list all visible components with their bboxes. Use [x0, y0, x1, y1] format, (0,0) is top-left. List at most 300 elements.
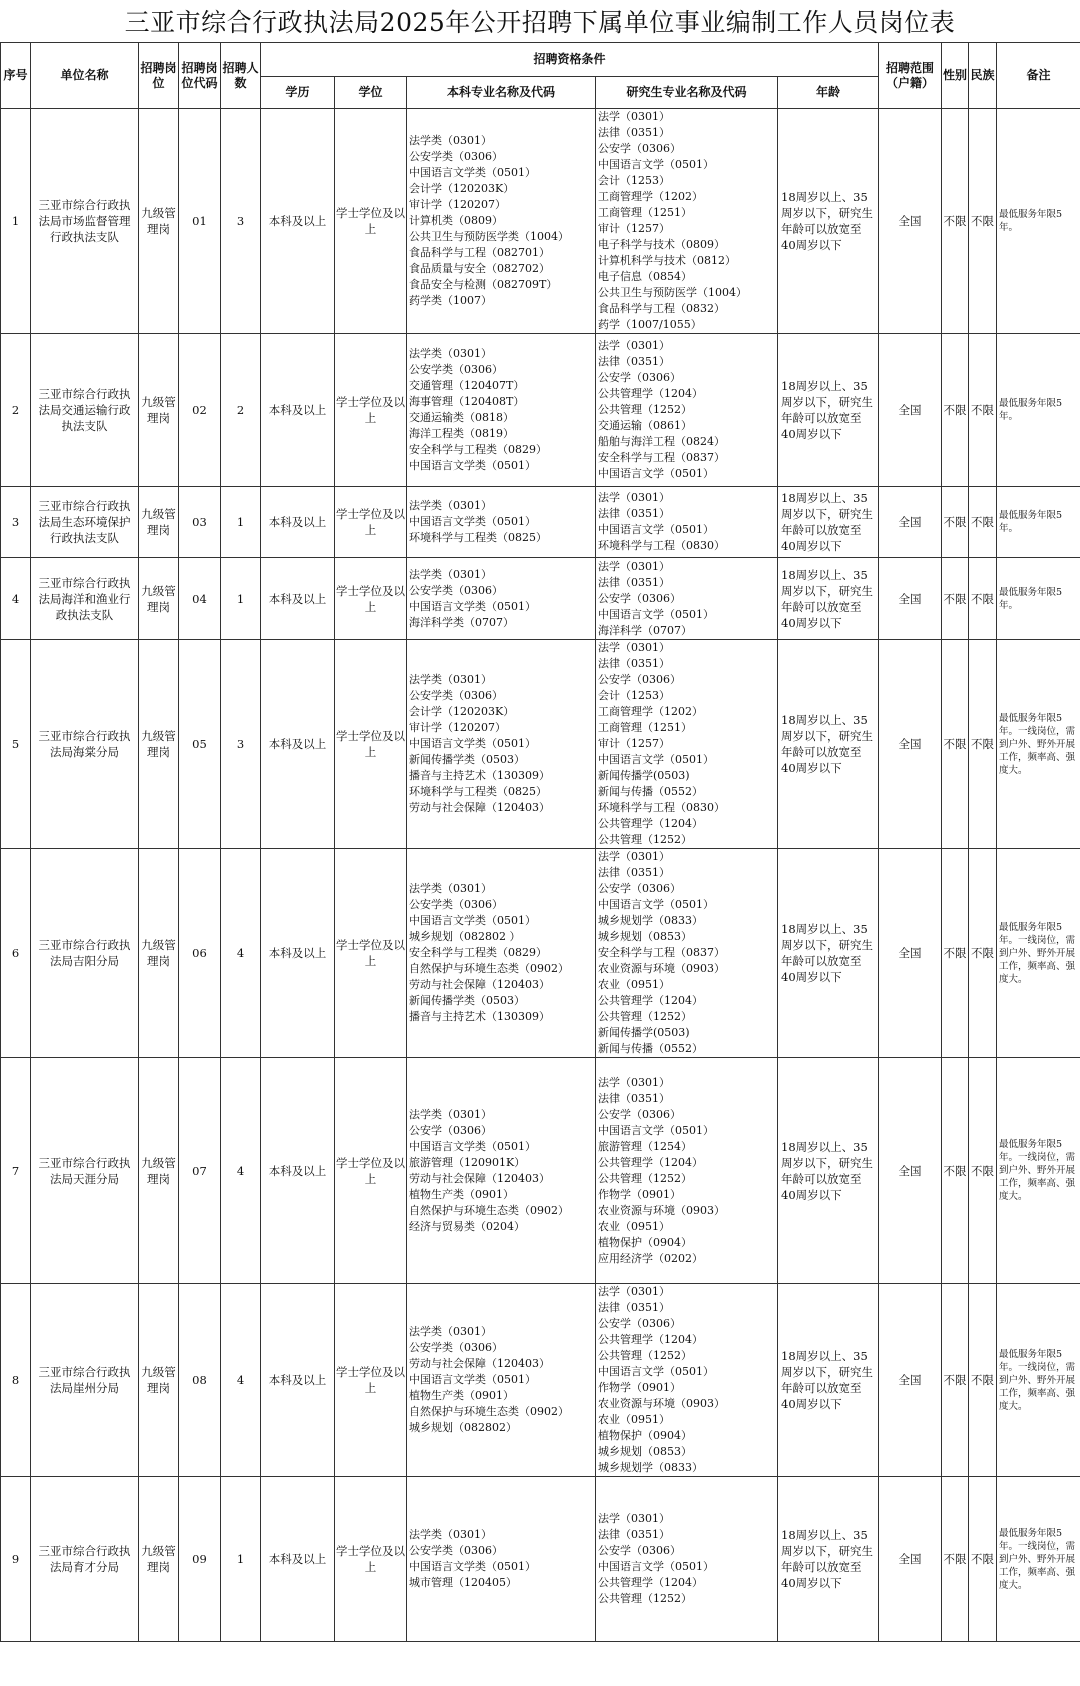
major-item: 新闻传播学(0503) — [598, 769, 690, 782]
education-cell: 本科及以上 — [261, 487, 335, 558]
major-item: 公共管理学（1204） — [598, 387, 703, 400]
scope-cell: 全国 — [879, 109, 942, 334]
major-item: 法学（0301） — [598, 339, 670, 352]
unit-name-cell: 三亚市综合行政执法局海洋和渔业行政执法支队 — [31, 558, 139, 640]
seq-cell: 9 — [1, 1477, 31, 1642]
major-item: 法学类（0301） — [409, 1325, 492, 1338]
age-cell: 18周岁以上、35周岁以下，研究生年龄可以放宽至40周岁以下 — [778, 1058, 879, 1284]
gender-cell: 不限 — [942, 640, 969, 849]
major-item: 经济与贸易类（0204） — [409, 1219, 525, 1233]
major-item: 会计（1253） — [598, 174, 670, 187]
remark-cell: 最低服务年限5年。一线岗位，需到户外、野外开展工作，频率高、强度大。 — [997, 640, 1080, 849]
major-item: 中国语言文学类（0501） — [409, 166, 536, 179]
table-row — [1, 1477, 1080, 1642]
degree-cell: 学士学位及以上 — [335, 487, 407, 558]
major-item: 交通运输（0861） — [598, 419, 692, 432]
major-item: 审计（1257） — [598, 737, 670, 750]
major-item: 公安学类（0306） — [409, 1544, 503, 1557]
major-item: 公安学类（0306） — [409, 150, 503, 163]
education-cell: 本科及以上 — [261, 640, 335, 849]
table-row — [1, 1284, 1080, 1477]
undergrad-majors-cell — [407, 1477, 596, 1642]
major-item: 交通运输类（0818） — [409, 411, 514, 424]
hire-count-cell: 1 — [221, 1477, 261, 1642]
post-cell: 九级管理岗 — [139, 109, 179, 334]
major-item: 法学类（0301） — [409, 499, 492, 512]
hire-count-cell: 3 — [221, 109, 261, 334]
major-item: 作物学（0901） — [598, 1187, 681, 1201]
major-item: 法律（0351） — [598, 507, 670, 520]
major-item: 公共管理（1252） — [598, 1349, 692, 1362]
unit-name-cell: 三亚市综合行政执法局崖州分局 — [31, 1284, 139, 1477]
major-item: 法学类（0301） — [409, 347, 492, 360]
post-code-cell: 03 — [179, 487, 221, 558]
major-item: 公安学（0306） — [598, 882, 681, 895]
major-item: 公安学（0306） — [598, 673, 681, 686]
remark-cell: 最低服务年限5年。 — [997, 109, 1080, 334]
major-item: 法律（0351） — [598, 355, 670, 368]
major-item: 安全科学与工程类（0829） — [409, 443, 547, 456]
major-item: 公共管理（1252） — [598, 403, 692, 416]
header-scope: 招聘范围（户籍） — [879, 43, 942, 109]
major-item: 劳动与社会保障（120403） — [409, 1357, 550, 1370]
header-post: 招聘岗位 — [139, 43, 179, 109]
post-code-cell: 09 — [179, 1477, 221, 1642]
degree-cell: 学士学位及以上 — [335, 1058, 407, 1284]
table-row — [1, 1058, 1080, 1284]
scope-cell: 全国 — [879, 1284, 942, 1477]
major-item: 法律（0351） — [598, 575, 670, 589]
major-item: 环境科学与工程类（0825） — [409, 531, 547, 544]
major-item: 农业资源与环境（0903） — [598, 962, 725, 975]
remark-cell: 最低服务年限5年。 — [997, 558, 1080, 640]
seq-cell: 1 — [1, 109, 31, 334]
ethnic-cell: 不限 — [969, 558, 997, 640]
header-gender: 性别 — [942, 43, 969, 109]
gender-cell: 不限 — [942, 1477, 969, 1642]
header-num: 招聘人数 — [221, 43, 261, 109]
header-unit: 单位名称 — [31, 43, 139, 109]
major-item: 公共管理（1252） — [598, 1592, 692, 1605]
major-item: 法律（0351） — [598, 1091, 670, 1105]
major-item: 中国语言文学（0501） — [598, 1560, 714, 1573]
seq-cell: 5 — [1, 640, 31, 849]
education-cell: 本科及以上 — [261, 1477, 335, 1642]
remark-cell: 最低服务年限5年。一线岗位，需到户外、野外开展工作，频率高、强度大。 — [997, 1284, 1080, 1477]
postgrad-majors-cell — [596, 334, 778, 487]
major-item: 中国语言文学（0501） — [598, 523, 714, 536]
degree-cell: 学士学位及以上 — [335, 1477, 407, 1642]
major-item: 安全科学与工程（0837） — [598, 451, 725, 464]
major-item: 法学类（0301） — [409, 673, 492, 686]
major-item: 城乡规划学（0833） — [598, 914, 703, 927]
major-item: 中国语言文学类（0501） — [409, 737, 536, 750]
seq-cell: 7 — [1, 1058, 31, 1284]
header-remark: 备注 — [997, 43, 1080, 109]
major-item: 中国语言文学类（0501） — [409, 515, 536, 528]
ethnic-cell: 不限 — [969, 109, 997, 334]
post-code-cell: 01 — [179, 109, 221, 334]
major-item: 公共管理学（1204） — [598, 1333, 703, 1346]
major-item: 中国语言文学类（0501） — [409, 914, 536, 927]
major-item: 公安学（0306） — [598, 1107, 681, 1121]
hire-count-cell: 2 — [221, 334, 261, 487]
major-item: 公共管理学（1204） — [598, 817, 703, 830]
hire-count-cell: 4 — [221, 849, 261, 1058]
unit-name-cell: 三亚市综合行政执法局海棠分局 — [31, 640, 139, 849]
post-cell: 九级管理岗 — [139, 1058, 179, 1284]
post-code-cell: 05 — [179, 640, 221, 849]
scope-cell: 全国 — [879, 334, 942, 487]
major-item: 法学（0301） — [598, 1075, 670, 1089]
major-item: 植物生产类（0901） — [409, 1389, 514, 1402]
seq-cell: 6 — [1, 849, 31, 1058]
undergrad-majors-cell — [407, 109, 596, 334]
major-item: 城乡规划（0853） — [598, 1445, 692, 1458]
major-item: 环境科学与工程（0830） — [598, 801, 725, 814]
major-item: 食品安全与检测（082709T） — [409, 278, 558, 291]
major-item: 中国语言文学类（0501） — [409, 1560, 536, 1573]
undergrad-majors-cell — [407, 849, 596, 1058]
major-item: 劳动与社会保障（120403） — [409, 1171, 550, 1185]
major-item: 公共管理学（1204） — [598, 1576, 703, 1589]
degree-cell: 学士学位及以上 — [335, 640, 407, 849]
degree-cell: 学士学位及以上 — [335, 849, 407, 1058]
major-item: 电子信息（0854） — [598, 270, 692, 283]
post-cell: 九级管理岗 — [139, 849, 179, 1058]
major-item: 食品质量与安全（082702） — [409, 262, 550, 275]
postgrad-majors-cell — [596, 558, 778, 640]
gender-cell: 不限 — [942, 1058, 969, 1284]
post-cell: 九级管理岗 — [139, 558, 179, 640]
postgrad-majors-cell — [596, 487, 778, 558]
scope-cell: 全国 — [879, 1058, 942, 1284]
major-item: 新闻传播学类（0503） — [409, 994, 525, 1007]
unit-name-cell: 三亚市综合行政执法局天涯分局 — [31, 1058, 139, 1284]
major-item: 法学（0301） — [598, 559, 670, 573]
major-item: 劳动与社会保障（120403） — [409, 801, 550, 814]
major-item: 公安学（0306） — [598, 1544, 681, 1557]
major-item: 中国语言文学（0501） — [598, 1365, 714, 1378]
header-conditions: 招聘资格条件 — [261, 43, 879, 77]
gender-cell: 不限 — [942, 849, 969, 1058]
age-cell: 18周岁以上、35周岁以下，研究生年龄可以放宽至40周岁以下 — [778, 109, 879, 334]
degree-cell: 学士学位及以上 — [335, 334, 407, 487]
header-degree: 学位 — [335, 77, 407, 109]
degree-cell: 学士学位及以上 — [335, 558, 407, 640]
hire-count-cell: 4 — [221, 1284, 261, 1477]
education-cell: 本科及以上 — [261, 109, 335, 334]
major-item: 自然保护与环境生态类（0902） — [409, 1405, 569, 1418]
ethnic-cell: 不限 — [969, 1284, 997, 1477]
major-item: 安全科学与工程（0837） — [598, 946, 725, 959]
hire-count-cell: 3 — [221, 640, 261, 849]
header-postgrad: 研究生专业名称及代码 — [596, 77, 778, 109]
major-item: 法学（0301） — [598, 110, 670, 123]
post-cell: 九级管理岗 — [139, 334, 179, 487]
major-item: 法学类（0301） — [409, 134, 492, 147]
major-item: 法律（0351） — [598, 1301, 670, 1314]
major-item: 城市管理（120405） — [409, 1576, 517, 1589]
major-item: 法律（0351） — [598, 1528, 670, 1541]
postgrad-majors-cell — [596, 1058, 778, 1284]
header-ethnic: 民族 — [969, 43, 997, 109]
unit-name-cell: 三亚市综合行政执法局交通运输行政执法支队 — [31, 334, 139, 487]
major-item: 会计（1253） — [598, 689, 670, 702]
seq-cell: 3 — [1, 487, 31, 558]
postgrad-majors-cell — [596, 849, 778, 1058]
major-item: 法学（0301） — [598, 641, 670, 654]
major-item: 中国语言文学（0501） — [598, 898, 714, 911]
major-item: 公共管理（1252） — [598, 1171, 692, 1185]
remark-cell: 最低服务年限5年。 — [997, 334, 1080, 487]
major-item: 海洋科学类（0707） — [409, 615, 514, 629]
major-item: 公共卫生与预防医学（1004） — [598, 286, 747, 299]
major-item: 食品科学与工程（0832） — [598, 302, 725, 315]
scope-cell: 全国 — [879, 849, 942, 1058]
post-cell: 九级管理岗 — [139, 640, 179, 849]
major-item: 公共管理学（1204） — [598, 1155, 703, 1169]
major-item: 作物学（0901） — [598, 1381, 681, 1394]
major-item: 审计学（120207） — [409, 721, 506, 734]
unit-name-cell: 三亚市综合行政执法局育才分局 — [31, 1477, 139, 1642]
education-cell: 本科及以上 — [261, 849, 335, 1058]
major-item: 农业（0951） — [598, 1413, 670, 1426]
major-item: 公共管理学（1204） — [598, 994, 703, 1007]
post-code-cell: 08 — [179, 1284, 221, 1477]
post-code-cell: 06 — [179, 849, 221, 1058]
age-cell: 18周岁以上、35周岁以下，研究生年龄可以放宽至40周岁以下 — [778, 1284, 879, 1477]
major-item: 公安学（0306） — [598, 371, 681, 384]
seq-cell: 4 — [1, 558, 31, 640]
ethnic-cell: 不限 — [969, 849, 997, 1058]
postgrad-majors-cell — [596, 1284, 778, 1477]
major-item: 会计学（120203K） — [409, 705, 515, 718]
major-item: 中国语言文学（0501） — [598, 753, 714, 766]
major-item: 海事管理（120408T） — [409, 395, 525, 408]
gender-cell: 不限 — [942, 558, 969, 640]
major-item: 中国语言文学类（0501） — [409, 1373, 536, 1386]
major-item: 计算机科学与技术（0812） — [598, 254, 736, 267]
major-item: 法学类（0301） — [409, 567, 492, 581]
major-item: 公共管理（1252） — [598, 833, 692, 846]
job-positions-table — [0, 42, 1080, 1642]
undergrad-majors-cell — [407, 334, 596, 487]
major-item: 环境科学与工程（0830） — [598, 539, 725, 552]
major-item: 海洋工程类（0819） — [409, 427, 514, 440]
major-item: 公安学（0306） — [598, 591, 681, 605]
hire-count-cell: 4 — [221, 1058, 261, 1284]
major-item: 法律（0351） — [598, 866, 670, 879]
table-row — [1, 849, 1080, 1058]
scope-cell: 全国 — [879, 487, 942, 558]
major-item: 公安学类（0306） — [409, 583, 503, 597]
major-item: 安全科学与工程类（0829） — [409, 946, 547, 959]
postgrad-majors-cell — [596, 109, 778, 334]
major-item: 新闻传播学类（0503） — [409, 753, 525, 766]
major-item: 公安学类（0306） — [409, 363, 503, 376]
remark-cell: 最低服务年限5年。一线岗位，需到户外、野外开展工作，频率高、强度大。 — [997, 849, 1080, 1058]
age-cell: 18周岁以上、35周岁以下，研究生年龄可以放宽至40周岁以下 — [778, 1477, 879, 1642]
gender-cell: 不限 — [942, 109, 969, 334]
table-row — [1, 640, 1080, 849]
seq-cell: 8 — [1, 1284, 31, 1477]
education-cell: 本科及以上 — [261, 334, 335, 487]
header-code: 招聘岗位代码 — [179, 43, 221, 109]
gender-cell: 不限 — [942, 487, 969, 558]
education-cell: 本科及以上 — [261, 1058, 335, 1284]
major-item: 公共管理（1252） — [598, 1010, 692, 1023]
major-item: 工商管理（1251） — [598, 206, 692, 219]
major-item: 公共卫生与预防医学类（1004） — [409, 230, 569, 243]
major-item: 食品科学与工程（082701） — [409, 246, 550, 259]
gender-cell: 不限 — [942, 334, 969, 487]
post-code-cell: 04 — [179, 558, 221, 640]
post-code-cell: 07 — [179, 1058, 221, 1284]
major-item: 中国语言文学类（0501） — [409, 459, 536, 472]
major-item: 会计学（120203K） — [409, 182, 515, 195]
major-item: 法学类（0301） — [409, 1528, 492, 1541]
age-cell: 18周岁以上、35周岁以下，研究生年龄可以放宽至40周岁以下 — [778, 640, 879, 849]
major-item: 中国语言文学（0501） — [598, 158, 714, 171]
major-item: 城乡规划（0853） — [598, 930, 692, 943]
major-item: 自然保护与环境生态类（0902） — [409, 1203, 569, 1217]
major-item: 农业资源与环境（0903） — [598, 1203, 725, 1217]
header-age: 年龄 — [778, 77, 879, 109]
education-cell: 本科及以上 — [261, 558, 335, 640]
post-cell: 九级管理岗 — [139, 487, 179, 558]
major-item: 公安学（0306） — [409, 1123, 492, 1137]
major-item: 法学（0301） — [598, 1285, 670, 1298]
degree-cell: 学士学位及以上 — [335, 109, 407, 334]
age-cell: 18周岁以上、35周岁以下，研究生年龄可以放宽至40周岁以下 — [778, 334, 879, 487]
major-item: 植物保护（0904） — [598, 1429, 692, 1442]
post-cell: 九级管理岗 — [139, 1284, 179, 1477]
table-row — [1, 487, 1080, 558]
major-item: 法律（0351） — [598, 126, 670, 139]
major-item: 植物生产类（0901） — [409, 1187, 514, 1201]
age-cell: 18周岁以上、35周岁以下，研究生年龄可以放宽至40周岁以下 — [778, 487, 879, 558]
header-seq: 序号 — [1, 43, 31, 109]
degree-cell: 学士学位及以上 — [335, 1284, 407, 1477]
major-item: 农业（0951） — [598, 978, 670, 991]
hire-count-cell: 1 — [221, 487, 261, 558]
major-item: 城乡规划（082802） — [409, 1421, 517, 1434]
undergrad-majors-cell — [407, 1058, 596, 1284]
undergrad-majors-cell — [407, 487, 596, 558]
major-item: 法律（0351） — [598, 657, 670, 670]
seq-cell: 2 — [1, 334, 31, 487]
major-item: 海洋科学（0707） — [598, 623, 692, 637]
major-item: 工商管理（1251） — [598, 721, 692, 734]
major-item: 新闻传播学(0503) — [598, 1026, 690, 1039]
major-item: 劳动与社会保障（120403） — [409, 978, 550, 991]
age-cell: 18周岁以上、35周岁以下，研究生年龄可以放宽至40周岁以下 — [778, 849, 879, 1058]
ethnic-cell: 不限 — [969, 334, 997, 487]
major-item: 电子科学与技术（0809） — [598, 238, 725, 251]
major-item: 播音与主持艺术（130309） — [409, 1010, 550, 1023]
undergrad-majors-cell — [407, 1284, 596, 1477]
major-item: 药学类（1007） — [409, 294, 492, 307]
ethnic-cell: 不限 — [969, 1477, 997, 1642]
header-edu: 学历 — [261, 77, 335, 109]
major-item: 环境科学与工程类（0825） — [409, 785, 547, 798]
major-item: 公安学类（0306） — [409, 1341, 503, 1354]
undergrad-majors-cell — [407, 640, 596, 849]
major-item: 旅游管理（120901K） — [409, 1155, 526, 1169]
major-item: 中国语言文学类（0501） — [409, 1139, 536, 1153]
major-item: 法学（0301） — [598, 1512, 670, 1525]
major-item: 新闻与传播（0552） — [598, 785, 703, 798]
major-item: 审计（1257） — [598, 222, 670, 235]
major-item: 法学类（0301） — [409, 882, 492, 895]
unit-name-cell: 三亚市综合行政执法局市场监督管理行政执法支队 — [31, 109, 139, 334]
post-code-cell: 02 — [179, 334, 221, 487]
major-item: 公安学类（0306） — [409, 898, 503, 911]
ethnic-cell: 不限 — [969, 1058, 997, 1284]
unit-name-cell: 三亚市综合行政执法局吉阳分局 — [31, 849, 139, 1058]
remark-cell: 最低服务年限5年。 — [997, 487, 1080, 558]
major-item: 计算机类（0809） — [409, 214, 503, 227]
table-row — [1, 334, 1080, 487]
age-cell: 18周岁以上、35周岁以下，研究生年龄可以放宽至40周岁以下 — [778, 558, 879, 640]
major-item: 中国语言文学（0501） — [598, 467, 714, 480]
major-item: 农业（0951） — [598, 1219, 670, 1233]
major-item: 中国语言文学类（0501） — [409, 599, 536, 613]
postgrad-majors-cell — [596, 640, 778, 849]
gender-cell: 不限 — [942, 1284, 969, 1477]
ethnic-cell: 不限 — [969, 487, 997, 558]
major-item: 城乡规划学（0833） — [598, 1461, 703, 1474]
header-undergrad: 本科专业名称及代码 — [407, 77, 596, 109]
unit-name-cell: 三亚市综合行政执法局生态环境保护行政执法支队 — [31, 487, 139, 558]
document-title: 三亚市综合行政执法局2025年公开招聘下属单位事业编制工作人员岗位表 — [124, 8, 956, 37]
postgrad-majors-cell — [596, 1477, 778, 1642]
major-item: 新闻与传播（0552） — [598, 1042, 703, 1055]
major-item: 船舶与海洋工程（0824） — [598, 435, 725, 448]
major-item: 工商管理学（1202） — [598, 705, 703, 718]
table-row — [1, 558, 1080, 640]
major-item: 公安学（0306） — [598, 142, 681, 155]
major-item: 旅游管理（1254） — [598, 1139, 692, 1153]
post-cell: 九级管理岗 — [139, 1477, 179, 1642]
scope-cell: 全国 — [879, 1477, 942, 1642]
major-item: 公安学类（0306） — [409, 689, 503, 702]
major-item: 法学（0301） — [598, 850, 670, 863]
undergrad-majors-cell — [407, 558, 596, 640]
scope-cell: 全国 — [879, 558, 942, 640]
table-body — [1, 109, 1080, 1642]
major-item: 药学（1007/1055） — [598, 318, 702, 331]
ethnic-cell: 不限 — [969, 640, 997, 849]
major-item: 播音与主持艺术（130309） — [409, 769, 550, 782]
major-item: 自然保护与环境生态类（0902） — [409, 962, 569, 975]
major-item: 中国语言文学（0501） — [598, 607, 714, 621]
remark-cell: 最低服务年限5年。一线岗位，需到户外、野外开展工作，频率高、强度大。 — [997, 1058, 1080, 1284]
major-item: 城乡规划（082802 ） — [409, 930, 521, 943]
major-item: 应用经济学（0202） — [598, 1251, 703, 1265]
scope-cell: 全国 — [879, 640, 942, 849]
major-item: 公安学（0306） — [598, 1317, 681, 1330]
major-item: 植物保护（0904） — [598, 1235, 692, 1249]
remark-cell: 最低服务年限5年。一线岗位，需到户外、野外开展工作，频率高、强度大。 — [997, 1477, 1080, 1642]
major-item: 法学（0301） — [598, 491, 670, 504]
table-row — [1, 109, 1080, 334]
major-item: 法学类（0301） — [409, 1107, 492, 1121]
major-item: 交通管理（120407T） — [409, 379, 525, 392]
major-item: 农业资源与环境（0903） — [598, 1397, 725, 1410]
hire-count-cell: 1 — [221, 558, 261, 640]
